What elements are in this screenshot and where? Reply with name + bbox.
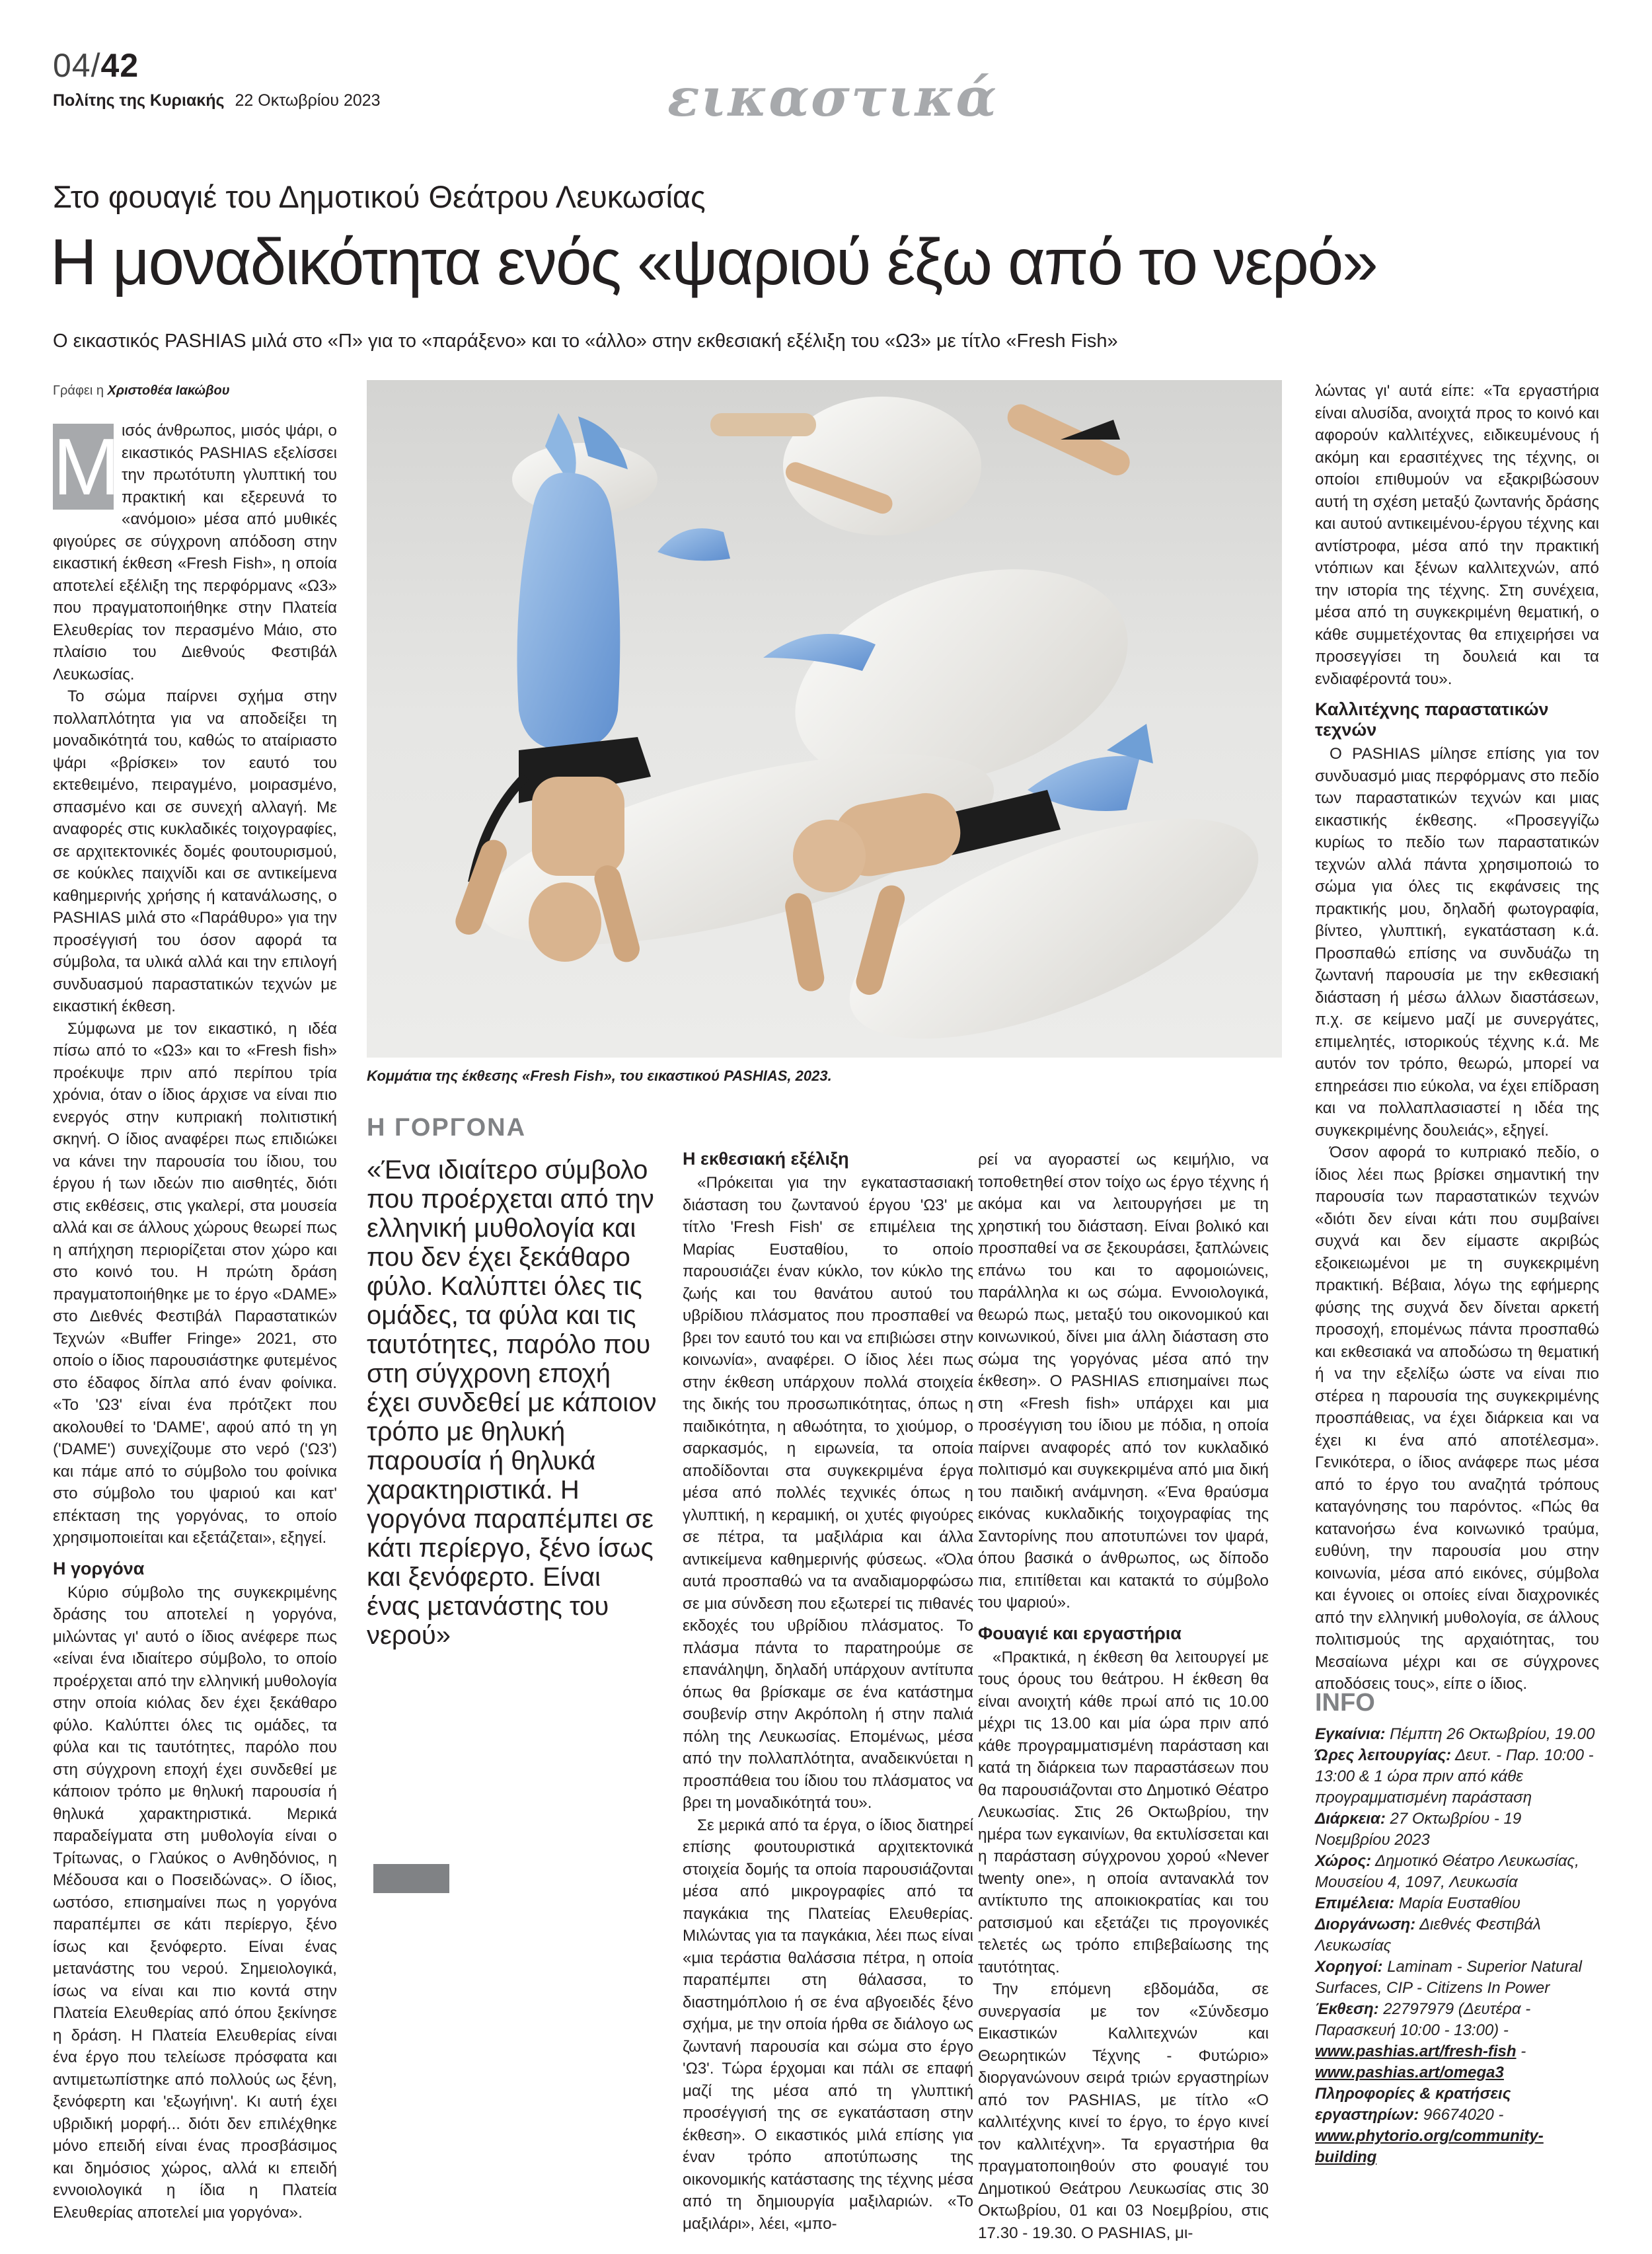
paragraph: Την επόμενη εβδομάδα, σε συνεργασία με τον «Σύνδεσμο Εικαστικών Καλλιτεχνών και Θεωρητικών Τέχνης - Φυτώριο» διοργανώνουν σειρά τριών εργαστηρίων από τον PASHIAS, με τίτλο «Ο καλλιτέχνης κινεί το έργο, το έργο κινεί τον καλλιτέχνη». Τα εργαστήρια θα πραγματοποιηθούν στο φουαγιέ του Δημοτικού Θεάτρου Λευκωσίας στις 30 Οκτωβρίου, 01 και 03 Νοεμβρίου, στις 17.30 - 19.30. Ο PASHIAS, μι- xyxy=(978,1980,1269,2241)
paragraph: ρεί να αγοραστεί ως κειμήλιο, να τοποθετηθεί στον τοίχο ως έργο τέχνης ή ακόμα και να λειτουργήσει με τη χρηστική του διάσταση. Είναι βολικό και προσπαθεί να σε ξεκουράσει, ξαπλώνεις επάνω του και το αφομοιώνεις, παράλληλα κι ως σώμα. Εννοιολογικά, θεωρώ πως, μεταξύ του οικονομικού και κοινωνικού, δίνει μια άλλη διάσταση στο σώμα της γοργόνας μέσα από την έκθεση». Ο PASHIAS επισημαίνει πως στη «Fresh fish» υπάρχει και μια προσέγγιση του ίδιου με πόδια, η οποία παίρνει αναφορές από τον κυκλαδικό πολιτισμό και συγκεκριμένα από μια δική του παιδική ανάμνηση. «Ένα θραύσμα εικόνας κυκλαδικής τοιχογραφίας της Σαντορίνης που αποτυπώνει τον ψαρά, όπου βασικά ο άνθρωπος, ως δίποδο πια, επιτίθεται και κατακτά το σύμβολο του ψαριού». xyxy=(978,1151,1269,1612)
paragraph: Ο PASHIAS μίλησε επίσης για τον συνδυασμό μιας περφόρμανς στο πεδίο των παραστατικών τεχνών και μιας εικαστικής έκθεσης. «Προσεγγίζω κυρίως το πεδίο των παραστατικών τεχνών αλλά πάντα χρησιμοποιώ το σώμα για όλες τις εκφάνσεις της πρακτικής μου, δηλαδή φωτογραφία, βίντεο, γλυπτική, εγκατάσταση κ.ά. Προσπαθώ επίσης να συνδυάζω τη ζωντανή παρουσία με την εκθεσιακή διάσταση ή μέσω άλλων διαστάσεων, π.χ. σε κείμενο μαζί με συνεργάτες, επιμελητές, ιστορικούς τέχνης κ.ά. Με αυτόν τον τρόπο, θεωρώ, μπορεί να επηρεάσει πιο εύκολα, να έχει επίδραση και να πολλαπλασιαστεί η ιδέα της συγκεκριμένης δουλειάς», εξηγεί. xyxy=(1315,745,1599,1140)
paragraph: Κύριο σύμβολο της συγκεκριμένης δράσης του αποτελεί η γοργόνα, μιλώντας γι' αυτό ο ίδιος ανέφερε πως «είναι ένα ιδιαίτερο σύμβολο, το οποίο προέρχεται από την ελληνική μυθολογία στην οποία κιόλας δεν έχει ξεκάθαρο φύλο. Καλύπτει όλες τις ομάδες, τα φύλα και τις ταυτότητες, παρόλο που στη σύγχρονη εποχή έχει συνδεθεί με κάποιον τρόπο με θηλυκή παρουσία ή θηλυκά χαρακτηριστικά. Μερικά παραδείγματα στη μυθολογία είναι ο Τρίτωνας, ο Γλαύκος ο Ανθηδόνιος, η Μέδουσα και ο Ποσειδώνας». Ο ίδιος, ωστόσο, επισημαίνει πως η γοργόνα παραπέμπει σε κάτι περίεργο, ξένο ίσως και ξενόφερτο. Είναι ένας μετανάστης του νερού. Σημειολογικά, ίσως να είναι και πιο κοντά στην Πλατεία Ελευθερίας από όπου ξεκίνησε η δράση. Η Πλατεία Ελευθερίας είναι ένα έργο που τελείωσε πρόσφατα και αντιμετωπίστηκε από πολλούς ως ξένη, ξενόφερτη και 'εξωγήινη'. Κι αυτή έχει υβριδική μορφή... διότι δεν επιλέχθηκε μόνο επειδή είναι ένας προσβάσιμος και δημόσιος χώρος, αλλά κι επειδή εννοιολογικά η ίδια η Πλατεία Ελευθερίας αποτελεί μια γοργόνα». xyxy=(53,1583,337,2222)
info-venue xyxy=(1315,1851,1599,1893)
subheading-gorgona: Η γοργόνα xyxy=(53,1558,145,1578)
info-value: 27 Οκτωβρίου - 19 Νοεμβρίου 2023 xyxy=(1315,1810,1522,1849)
info-value: 96674020 - xyxy=(1423,2106,1504,2124)
info-label: Χώρος: xyxy=(1315,1852,1372,1870)
pullquote-heading: Η ΓΟΡΓΟΝΑ xyxy=(367,1114,527,1142)
link-omega3[interactable]: www.pashias.art/omega3 xyxy=(1315,2064,1504,2081)
link-fresh-fish[interactable]: www.pashias.art/fresh-fish xyxy=(1315,2042,1517,2060)
page-total: 42 xyxy=(100,47,139,84)
exhibition-photo xyxy=(367,380,1282,1058)
info-hours xyxy=(1315,1745,1599,1808)
subheading-foyer: Φουαγιέ και εργαστήρια xyxy=(978,1623,1182,1643)
page-current: 04 xyxy=(53,47,91,84)
info-curator xyxy=(1315,1893,1599,1914)
info-label: Χορηγοί: xyxy=(1315,1958,1383,1976)
paragraph: Το σώμα παίρνει σχήμα στην πολλαπλότητα για να αποδείξει τη μοναδικότητά του, καθώς το αταίριαστο ψάρι «βρίσκει» τον εαυτό του εκτεθειμένο, πειραγμένο, μοιρασμένο, σπασμένο και σε συνεχή αλλαγή. Με αναφορές στις κυκλαδικές τοιχογραφίες, σε αρχιτεκτονικές δομές φουτουρισμού, σε κούκλες παιχνίδι και σε αντικείμενα καθημερινής χρήσης ή κατανάλωσης, ο PASHIAS μιλά στο «Παράθυρο» για την προσέγγισή του όσον αφορά τα σύμβολα, τα υλικά αλλά και την επιλογή συνδυασμού παραστατικών τεχνών με εικαστική έκθεση. xyxy=(53,687,337,1015)
article-column-1 xyxy=(53,420,337,2241)
byline-author: Χριστοθέα Ιακώβου xyxy=(107,383,230,398)
info-organizer xyxy=(1315,1914,1599,1957)
info-value: Διεθνές Φεστιβάλ Λευκωσίας xyxy=(1315,1916,1541,1955)
article-column-3 xyxy=(978,1149,1269,2241)
info-value: Δευτ. - Παρ. 10:00 - 13:00 & 1 ώρα πριν από κάθε προγραμματισμένη παράσταση xyxy=(1315,1746,1594,1807)
info-label: Πληροφορίες & κρατήσεις εργαστηρίων: xyxy=(1315,2085,1511,2124)
info-box xyxy=(1315,1689,1599,2168)
paragraph: Όσον αφορά το κυπριακό πεδίο, ο ίδιος λέει πως βρίσκει σημαντική την παρουσία των παραστατικών τεχνών «διότι δεν είναι κάτι που συμβαίνει συχνά και δεν είμαστε ακριβώς εξοικειωμένοι με τη συγκεκριμένη πρακτική. Βέβαια, λόγω της εφήμερης φύσης της συχνά δεν δίνεται αρκετή προσοχή, επομένως πάντα προσπαθώ και εκθεσιακά να αποδώσω τη θεματική ή να την εξελίξω ώστε να είναι πιο στέρεα η παρουσία της συγκεκριμένης προσπάθειας, να έχει διάρκεια και να έχει κι ένα από αποτέλεσμα». Γενικότερα, ο ίδιος ανάφερε πως μέσα από το έργο του αναζητά τρόπους καταγόνησης του παρόντος. «Πώς θα κατανοήσω ένα κοινωνικό τραύμα, ευθύνη, την παρουσία μου στην κοινωνία, μέσα από εικόνες, σύμβολα και έγνοιες οι οποίες είναι διαχρονικές από την ελληνική μυθολογία, σε άλλους πολιτισμούς της αρχαιότητας, του Μεσαίωνα μέχρι και σε σύγχρονες αποδόσεις τους», είπε ο ίδιος. xyxy=(1315,1144,1599,1693)
page-number: 04/42 xyxy=(53,47,139,84)
info-label: Επιμέλεια: xyxy=(1315,1894,1395,1912)
info-label: Εγκαίνια: xyxy=(1315,1725,1386,1743)
publication-date: 22 Οκτωβρίου 2023 xyxy=(235,91,381,110)
info-value: 22797979 (Δευτέρα - Παρασκευή 10:00 - 13:00) - xyxy=(1315,2000,1531,2039)
article-headline: Η μοναδικότητα ενός «ψαριού έξω από το νερό» xyxy=(50,225,1377,298)
info-value: Πέμπτη 26 Οκτωβρίου, 19.00 xyxy=(1390,1725,1595,1743)
info-value: Laminam - Superior Natural Surfaces, CIP - Citizens In Power xyxy=(1315,1958,1582,1997)
info-duration xyxy=(1315,1808,1599,1851)
paragraph: Σύμφωνα με τον εικαστικό, η ιδέα πίσω από το «Ω3» και το «Fresh fish» προέκυψε πριν από περίπου τρία χρόνια, όταν ο ίδιος άρχισε να είναι πιο ενεργός στην κυπριακή πολιτιστική σκηνή. Ο ίδιος αναφέρει πως επιδιώκει να κάνει την παρουσία του ίδιου, του έργου ή των ιδεών πιο αισθητές, διότι στις εκθέσεις, στις γκαλερί, στα μουσεία αλλά και σε άλλους χώρους θεωρεί πως η απήχηση περιορίζεται στον χώρο και στο κοινό του. Η πρώτη δράση πραγματοποιήθηκε με το έργο «DAME» στο Διεθνές Φεστιβάλ Παραστατικών Τεχνών «Buffer Fringe» 2021, στο οποίο ο ίδιος παρουσιάστηκε φυτεμένος στο έδαφος δίπλα από έναν φοίνικα. «Το 'Ω3' είναι ένα πρότζεκτ που ακολουθεί το 'DAME', αφού από τη γη ('DAME') συνεχίζουμε στο νερό ('Ω3') και πάμε από το σύμβολο του φοίνικα στο σύμβολο του ψαριού και κατ' επέκταση της γοργόνας, το οποίο χρησιμοποιείται και εξετάζεται», εξηγεί. xyxy=(53,1019,337,1547)
paragraph: «Πρόκειται για την εγκαταστασιακή διάσταση του ζωντανού έργου 'Ω3' με τίτλο 'Fresh Fish' σε επιμέλεια της Μαρίας Ευσταθίου, το οποίο παρουσιάζει έναν κύκλο, τον κύκλο της ζωής και του θανάτου αυτού του υβρίδιου πλάσματος που προσπαθεί να βρει τον εαυτό του και να επιβιώσει στην κοινωνία», αναφέρει. Ο ίδιος λέει πως στην έκθεση υπάρχουν πολλά στοιχεία της δικής του προσωπικότητας, όπως η παιδικότητα, η αθωότητα, το χιούμορ, ο σαρκασμός, η ειρωνεία, τα οποία αποδίδονται στα συγκεκριμένα έργα μέσα από πολλές τεχνικές όπως η γλυπτική, η κεραμική, οι χυτές φιγούρες σε πέτρα, τα μαξιλάρια και άλλα αντικείμενα καθημερινής φύσεως. «Όλα αυτά προσπαθώ να τα αναδιαμορφώσω σε μια σύνδεση που εξωτερεί τις πιθανές εκδοχές του υβρίδιου πλάσματος. Το πλάσμα πάντα το παρατηρούμε σε επανάληψη, δηλαδή υπάρχουν αντίτυπα όπως θα βρίσκαμε σε ένα κατάστημα σουβενίρ στην Ακρόπολη ή στην παλιά πόλη της Λευκωσίας. Επομένως, μέσα από την πολλαπλότητα, αναδεικνύεται η προσπάθεια του ίδιου του πλάσματος να βρει τη μοναδικότητά του». xyxy=(683,1174,973,1812)
info-label: Έκθεση: xyxy=(1315,2000,1379,2018)
dropcap: Μ xyxy=(53,422,120,512)
photo-illustration xyxy=(367,380,1282,1058)
byline-prefix: Γράφει η xyxy=(53,383,104,398)
photo-caption: Κομμάτια της έκθεσης «Fresh Fish», του εικαστικού PASHIAS, 2023. xyxy=(367,1068,832,1084)
article-column-2 xyxy=(683,1149,973,2241)
publication-name: Πολίτης της Κυριακής xyxy=(53,91,225,110)
section-title: εικαστικά xyxy=(667,66,998,128)
subheading-exhibition: Η εκθεσιακή εξέλιξη xyxy=(683,1149,849,1169)
info-title: INFO xyxy=(1315,1689,1375,1717)
info-workshops xyxy=(1315,2083,1599,2168)
info-sponsors xyxy=(1315,1957,1599,1999)
info-label: Διοργάνωση: xyxy=(1315,1916,1416,1933)
info-separator: - xyxy=(1516,2042,1526,2060)
pullquote-bar xyxy=(373,1864,449,1893)
paragraph: λώντας γι' αυτά είπε: «Τα εργαστήρια είναι αλυσίδα, ανοιχτά προς το κοινό και αφορούν καλλιτέχνες, ειδικευμένους ή ακόμη και ερασιτέχνες της τέχνης, οι οποίοι επιθυμούν να εξακριβώσουν αυτή τη σχέση μεταξύ ζωντανής δράσης και αυτού αντικειμένου-έργου τέχνης και αντίστροφα, μέσα από την πρακτική ντόπιων και ξένων καλλιτεχνών, από την ιστορία της τέχνης. Στη συνέχεια, μέσα από τη συγκεκριμένη θεματική, ο κάθε συμμετέχοντας θα επιχειρήσει να προσεγγίσει τη δουλειά και τα ενδιαφέροντά του». xyxy=(1315,382,1599,688)
article-kicker: Στο φουαγιέ του Δημοτικού Θεάτρου Λευκωσίας xyxy=(53,179,706,214)
info-opening xyxy=(1315,1724,1599,1745)
info-label: Διάρκεια: xyxy=(1315,1810,1386,1828)
paragraph: Σε μερικά από τα έργα, ο ίδιος διατηρεί επίσης φουτουριστικά αρχιτεκτονικά στοιχεία δομής τα οποία παρουσιάζονται μέσα από μικρογραφίες από τα παγκάκια της Πλατείας Ελευθερίας. Μιλώντας για τα παγκάκια, λέει πως είναι «μια τεράστια θαλάσσια πέτρα, η οποία παραπέμπει στη θάλασσα, το διαστημόπλοιο ή σε ένα αβγοειδές ξένο σχήμα, με την οποία ήρθα σε διάλογο ως ζωντανή παρουσία και σώμα στο έργο 'Ω3'. Τώρα έρχομαι και πάλι σε επαφή μαζί της μέσα από τη γλυπτική προσέγγισή της σε εγκατάσταση στην έκθεση». Ο εικαστικός μιλά επίσης για έναν τρόπο αποτύπωσης της οικονομικής κατάστασης της τέχνης μέσα από τη δημιουργία μαξιλαριών. «Το μαξιλάρι», λέει, «μπο- xyxy=(683,1816,973,2233)
info-value: Δημοτικό Θέατρο Λευκωσίας, Μουσείου 4, 1097, Λευκωσία xyxy=(1315,1852,1579,1891)
article-deck: Ο εικαστικός PASHIAS μιλά στο «Π» για το «παράξενο» και το «άλλο» στην εκθεσιακή εξέλιξη του «Ω3» με τίτλο «Fresh Fish» xyxy=(53,330,1118,352)
byline xyxy=(53,383,230,399)
paragraph xyxy=(53,420,337,685)
subheading-performing-artist: Καλλιτέχνης παραστατικών τεχνών xyxy=(1315,699,1549,740)
publication-line xyxy=(53,91,381,110)
info-label: Ώρες λειτουργίας: xyxy=(1315,1746,1452,1764)
link-phytorio[interactable]: www.phytorio.org/community-building xyxy=(1315,2127,1544,2166)
pullquote-text: «Ένα ιδιαίτερο σύμβολο που προέρχεται από την ελληνική μυθολογία και που δεν έχει ξεκάθαρο φύλο. Καλύπτει όλες τις ομάδες, τα φύλα και τις ταυτότητες, παρόλο που στη σύγχρονη εποχή έχει συνδεθεί με κάποιον τρόπο με θηλυκή παρουσία ή θηλυκά χαρακτηριστικά. Η γοργόνα παραπέμπει σε κάτι περίεργο, ξένο ίσως και ξενόφερτο. Είναι ένας μετανάστης του νερού» xyxy=(367,1155,657,1650)
paragraph-text: ισός άνθρωπος, μισός ψάρι, ο εικαστικός PASHIAS εξελίσσει την πρωτότυπη γλυπτική του πρακτική και εξερευνά το «ανόμοιο» μέσα από μυθικές φιγούρες σε σύγχρονη απόδοση στην εικαστική έκθεση «Fresh Fish», η οποία αποτελεί εξέλιξη της περφόρμανς «Ω3» που πραγματοποιήθηκε στην Πλατεία Ελευθερίας τον περασμένο Μάιο, στο πλαίσιο του Διεθνούς Φεστιβάλ Λευκωσίας. xyxy=(53,422,337,683)
article-column-4 xyxy=(1315,380,1599,1705)
paragraph: «Πρακτικά, η έκθεση θα λειτουργεί με τους όρους του θεάτρου. Η έκθεση θα είναι ανοιχτή κάθε πρωί από τις 10.00 μέχρι τις 13.00 και μία ώρα πριν από κάθε προγραμματισμένη παράσταση και κατά τη διάρκεια των παραστάσεων που θα παρουσιάζονται στο Δημοτικό Θέατρο Λευκωσίας. Στις 26 Οκτωβρίου, την ημέρα των εγκαινίων, θα εκτυλίσσεται και η παράσταση σύγχρονου χορού «Never twenty one», η οποία αντανακλά τον αντίκτυπο της αποικιοκρατίας και του ρατσισμού και εξετάζει τις προγονικές τελετές ως τρόπο επιβεβαίωσης της ταυτότητας. xyxy=(978,1648,1269,1976)
info-value: Μαρία Ευσταθίου xyxy=(1398,1894,1521,1912)
info-phone xyxy=(1315,1999,1599,2083)
